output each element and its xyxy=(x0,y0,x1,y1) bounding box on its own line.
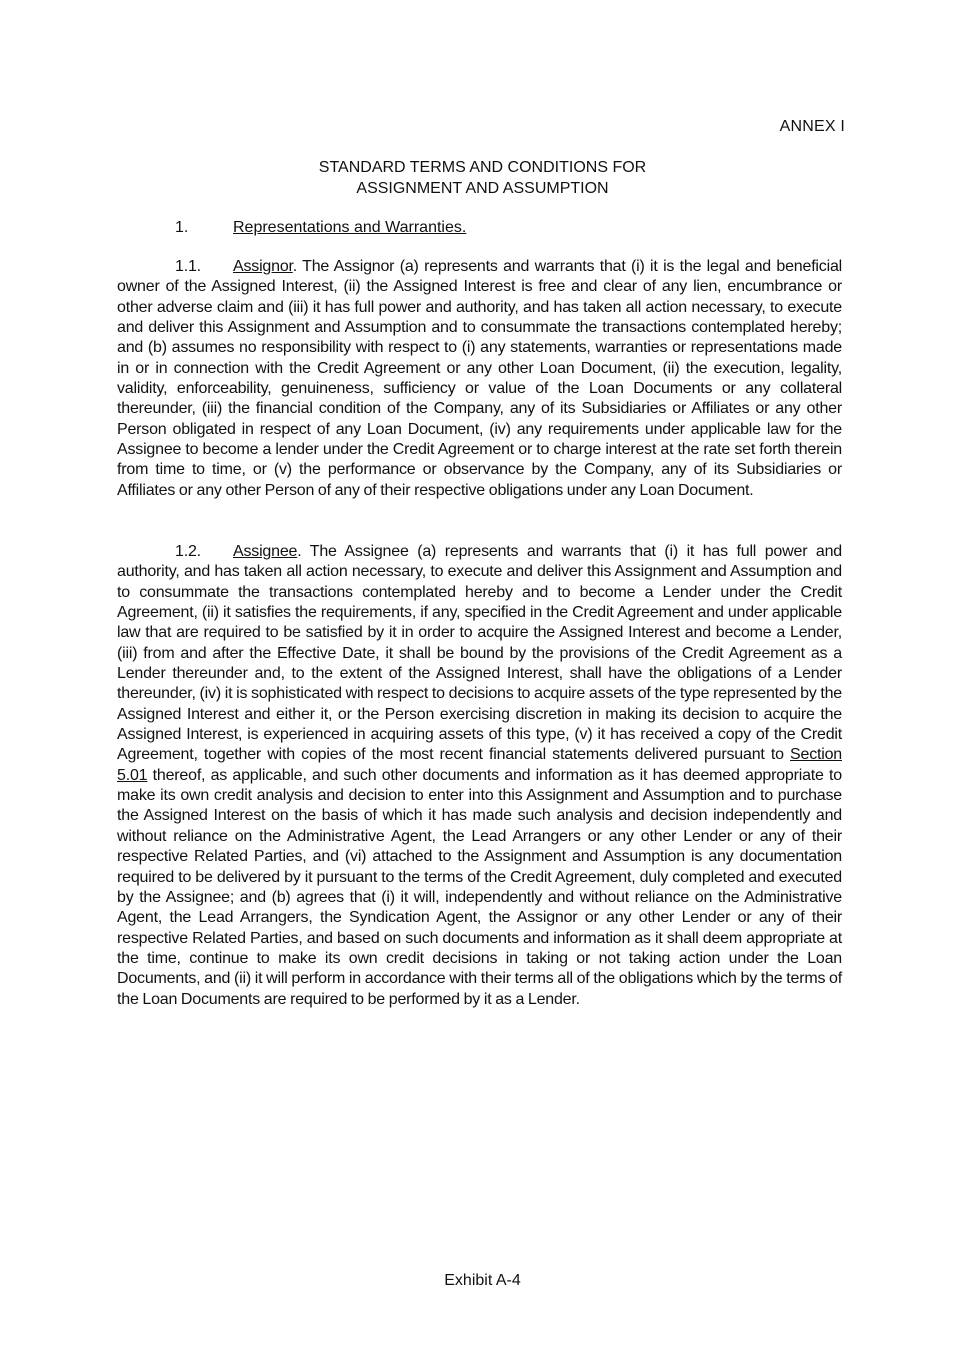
section-1-heading xyxy=(175,217,466,238)
title-line-1: STANDARD TERMS AND CONDITIONS FOR xyxy=(318,159,647,176)
section-1-label: Representations and Warranties. xyxy=(233,219,467,236)
paragraph-1-2-number: 1.2. xyxy=(175,543,201,560)
paragraph-1-2-label: Assignee xyxy=(233,543,298,560)
document-title xyxy=(0,157,965,199)
paragraph-1-2-text-a: . The Assignee (a) represents and warrants that (i) it has full power and authority, and has taken all action necessary, to execute and deliver this Assignment and Assumption and to consummate the transactions contemplated hereby and to become a Lender under the Credit Agreement, (ii) it satisfies the requirements, if any, specified in the Credit Agreement and under applicable law that are required to be satisfied by it in order to acquire the Assigned Interest and become a Lender, (iii) from and after the Effective Date, it shall be bound by the provisions of the Credit Agreement as a Lender thereunder and, to the extent of the Assigned Interest, shall have the obligations of a Lender thereunder, (iv) it is sophisticated with respect to decisions to acquire assets of the type represented by the Assigned Interest and either it, or the Person exercising discretion in making its decision to acquire the Assigned Interest, is experienced in acquiring assets of this type, (v) it has received a copy of the Credit Agreement, together with copies of the most recent financial statements delivered pursuant to xyxy=(117,543,842,764)
paragraph-1-1 xyxy=(117,257,842,501)
paragraph-1-1-label: Assignor xyxy=(233,258,293,275)
annex-label: ANNEX I xyxy=(779,118,845,135)
page-footer: Exhibit A-4 xyxy=(444,1272,521,1289)
paragraph-1-1-number: 1.1. xyxy=(175,258,201,275)
section-1-number: 1. xyxy=(175,219,189,236)
paragraph-1-2 xyxy=(117,542,842,1010)
paragraph-1-1-text: . The Assignor (a) represents and warrants that (i) it is the legal and beneficial owner of the Assigned Interest, (ii) the Assigned Interest is free and clear of any lien, encumbrance or other adverse claim and (iii) it has full power and authority, and has taken all action necessary, to execute and deliver this Assignment and Assumption and to consummate the transactions contemplated hereby; and (b) assumes no responsibility with respect to (i) any statements, warranties or representations made in or in connection with the Credit Agreement or any other Loan Document, (ii) the execution, legality, validity, enforceability, genuineness, sufficiency or value of the Loan Documents or any collateral thereunder, (iii) the financial condition of the Company, any of its Subsidiaries or Affiliates or any other Person obligated in respect of any Loan Document, (iv) any requirements under applicable law for the Assignee to become a lender under the Credit Agreement or to charge interest at the rate set forth therein from time to time, or (v) the performance or observance by the Company, any of its Subsidiaries or Affiliates or any other Person of any of their respective obligations under any Loan Document. xyxy=(117,258,842,499)
section-reference-link: Section 5.01 xyxy=(117,746,842,784)
title-line-2: ASSIGNMENT AND ASSUMPTION xyxy=(356,180,609,197)
paragraph-1-2-text-b: thereof, as applicable, and such other documents and information as it has deemed appropriate to make its own credit analysis and decision to enter into this Assignment and Assumption and to purchase the Assigned Interest on the basis of which it has made such analysis and decision independently and without reliance on the Administrative Agent, the Lead Arrangers or any other Lender or any of their respective Related Parties, and (vi) attached to the Assignment and Assumption is any documentation required to be delivered by it pursuant to the terms of the Credit Agreement, duly completed and executed by the Assignee; and (b) agrees that (i) it will, independently and without reliance on the Administrative Agent, the Lead Arrangers, the Syndication Agent, the Assignor or any other Lender or any of their respective Related Parties, and based on such documents and information as it shall deem appropriate at the time, continue to make its own credit decisions in taking or not taking action under the Loan Documents, and (ii) it will perform in accordance with their terms all of the obligations which by the terms of the Loan Documents are required to be performed by it as a Lender. xyxy=(117,766,842,1008)
